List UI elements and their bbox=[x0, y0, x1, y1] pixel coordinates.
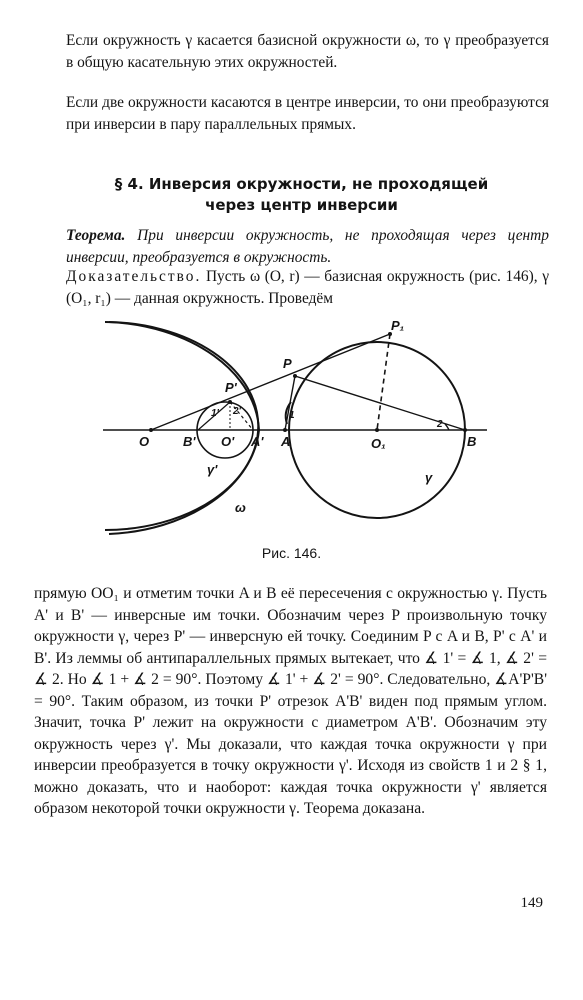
line-p1-o1-dashed bbox=[377, 334, 390, 430]
proof-body: прямую OO₁ и отметим точки A и B её пересечения с окружностью γ. Пусть A' и B' — инверсные им точки. Обозначим через P произвольную точку окружности γ, через P' — инверсную ей точку. Соединим P с A и B, P' с A' и B'. Из леммы об антипараллельных прямых вытекает, что ∡ 1' = ∡ 1, ∡ 2' = ∡ 2. Но ∡ 1 + ∡ 2 = 90°. Поэтому ∡ 1' + ∡ 2' = 90°. Следовательно, ∡A'P'B' = 90°. Таким образом, из точки P' отрезок A'B' виден под прямым углом. Значит, точка P' лежит на окружности с диаметром A'B'. Обозначим эту окружность через γ'. Мы доказали, что каждая точка окружности γ при инверсии преобразуется в точку окружности γ'. Исходя из свойств 1 и 2 § 1, можно доказать, что и наоборот: каждая точка окружности γ' является образом некоторой точки окружности γ. Теорема доказана. bbox=[34, 585, 547, 817]
proof-label: Доказательство. bbox=[66, 268, 202, 285]
label-angle-2: 2 bbox=[437, 419, 443, 430]
section-heading-line2: через центр инверсии bbox=[205, 196, 398, 214]
figure-caption: Рис. 146. bbox=[261, 545, 322, 561]
point-a bbox=[283, 428, 287, 432]
circle-omega-left-arc bbox=[105, 322, 258, 530]
theorem-label: Теорема. bbox=[66, 227, 126, 244]
label-b-prime: B' bbox=[183, 434, 196, 449]
label-b: B bbox=[467, 434, 477, 449]
label-p-prime: P' bbox=[225, 380, 237, 395]
paragraph-tangent-at-center: Если две окружности касаются в центре инверсии, то они преобразуются при инверсии в пару параллельных прямых. bbox=[66, 94, 549, 133]
label-p1: P₁ bbox=[391, 318, 405, 333]
label-o: O bbox=[139, 434, 150, 449]
label-o-prime: O' bbox=[221, 434, 235, 449]
label-angle-1: 1 bbox=[289, 410, 295, 421]
paragraph-tangent-circle: Если окружность γ касается базисной окружности ω, то γ преобразуется в общую касательную этих окружностей. bbox=[66, 32, 549, 71]
label-p: P bbox=[283, 356, 292, 371]
label-omega: ω bbox=[235, 500, 246, 515]
label-gamma: γ bbox=[425, 470, 433, 485]
label-a-prime: A' bbox=[251, 434, 264, 449]
point-p-prime bbox=[228, 400, 232, 404]
label-a: A bbox=[281, 434, 291, 449]
point-p bbox=[293, 374, 297, 378]
label-angle-1p: 1' bbox=[211, 408, 219, 419]
point-o bbox=[149, 428, 153, 432]
theorem-statement bbox=[66, 225, 549, 268]
label-angle-2p: 2' bbox=[233, 406, 241, 417]
proof-intro bbox=[66, 266, 549, 309]
label-gamma-prime: γ' bbox=[207, 462, 218, 477]
point-o1 bbox=[375, 428, 379, 432]
section-heading-line1: § 4. Инверсия окружности, не проходящей bbox=[114, 175, 489, 193]
figure-146 bbox=[95, 312, 495, 542]
line-o-p1 bbox=[151, 334, 390, 430]
theorem-text: При инверсии окружность, не проходящая через центр инверсии, преобразуется в окружность. bbox=[66, 227, 549, 266]
proof-text: Пусть ω (O, r) — базисная окружность (рис. 146), γ (O₁, r₁) — данная окружность. Проведём bbox=[66, 268, 549, 307]
point-b bbox=[463, 428, 467, 432]
page-number: 149 bbox=[520, 895, 543, 911]
label-o1: O₁ bbox=[371, 436, 386, 451]
